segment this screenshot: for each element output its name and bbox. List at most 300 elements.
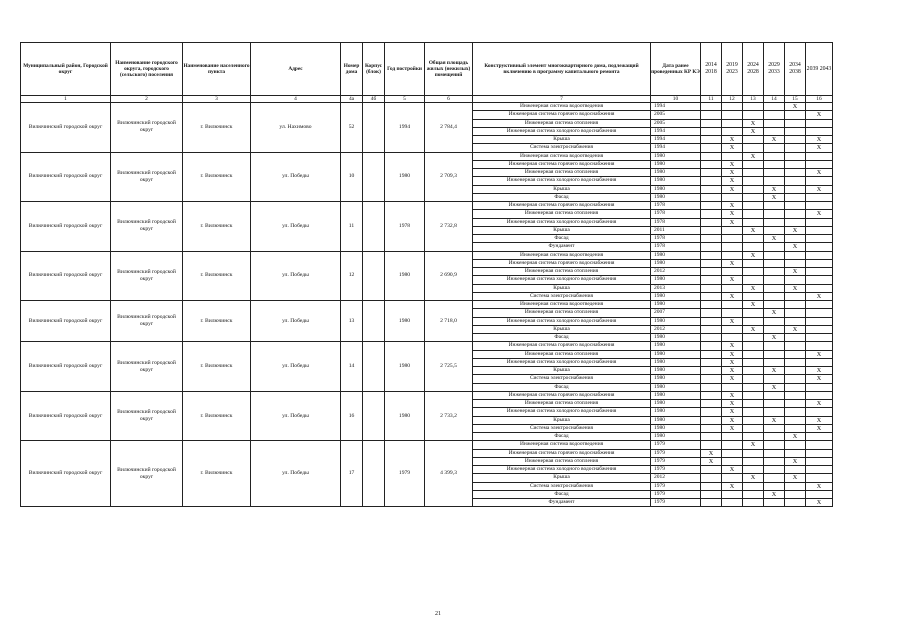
period-mark-cell	[743, 259, 764, 267]
element-cell: Инженерная система отопления	[473, 268, 651, 276]
period-mark-cell	[764, 210, 785, 218]
period-mark-cell	[701, 235, 722, 243]
period-mark-cell	[785, 119, 806, 127]
prior-repair-date-cell: 1980	[651, 358, 701, 366]
element-cell: Инженерная система водоотведения	[473, 301, 651, 309]
period-mark-cell	[806, 474, 833, 482]
prior-repair-date-cell: 1980	[651, 301, 701, 309]
prior-repair-date-cell: 1978	[651, 235, 701, 243]
period-mark-cell: X	[806, 482, 833, 490]
period-mark-cell: X	[785, 474, 806, 482]
prior-repair-date-cell: 1979	[651, 482, 701, 490]
prior-repair-date-cell: 1979	[651, 441, 701, 449]
build-year-cell: 1980	[385, 391, 425, 441]
street-cell: ул. Победы	[251, 251, 341, 301]
block-cell	[363, 103, 385, 153]
settlement-cell: Вилючинский городской округ	[111, 441, 183, 507]
element-cell: Инженерная система водоотведения	[473, 103, 651, 111]
period-mark-cell: X	[806, 111, 833, 119]
period-mark-cell: X	[722, 424, 743, 432]
period-mark-cell	[743, 160, 764, 168]
period-mark-cell	[785, 301, 806, 309]
prior-repair-date-cell: 1994	[651, 103, 701, 111]
block-cell	[363, 301, 385, 342]
settlement-cell: Вилючинский городской округ	[111, 251, 183, 301]
period-mark-cell	[701, 400, 722, 408]
period-mark-cell	[764, 350, 785, 358]
period-mark-cell	[806, 317, 833, 325]
period-mark-cell	[701, 226, 722, 234]
column-header: 2029 2033	[764, 43, 785, 96]
period-mark-cell: X	[722, 276, 743, 284]
column-header: Корпус (блок)	[363, 43, 385, 96]
column-header: Конструктивный элемент многоквартирного дома, подлежащий включению в программу капитального ремонта	[473, 43, 651, 96]
period-mark-cell	[701, 243, 722, 251]
period-mark-cell	[764, 218, 785, 226]
period-mark-cell	[701, 119, 722, 127]
period-mark-cell	[722, 449, 743, 457]
element-cell: Фасад	[473, 193, 651, 201]
period-mark-cell	[806, 466, 833, 474]
prior-repair-date-cell: 1980	[651, 152, 701, 160]
period-mark-cell	[701, 152, 722, 160]
period-mark-cell	[701, 259, 722, 267]
column-number: 3	[183, 96, 251, 103]
column-header: Общая площадь жилых (нежилых) помещений	[425, 43, 473, 96]
area-cell: 2 733,2	[425, 391, 473, 441]
element-cell: Крыша	[473, 284, 651, 292]
prior-repair-date-cell: 1979	[651, 457, 701, 465]
district-cell: Вилючинский городской округ	[21, 202, 111, 252]
period-mark-cell	[764, 408, 785, 416]
prior-repair-date-cell: 1980	[651, 259, 701, 267]
period-mark-cell	[764, 358, 785, 366]
period-mark-cell	[785, 424, 806, 432]
period-mark-cell	[701, 193, 722, 201]
period-mark-cell	[806, 408, 833, 416]
table-row	[21, 301, 833, 309]
element-cell: Инженерная система холодного водоснабжения	[473, 317, 651, 325]
period-mark-cell	[806, 383, 833, 391]
element-cell: Инженерная система горячего водоснабжения	[473, 160, 651, 168]
build-year-cell: 1980	[385, 342, 425, 392]
column-header: Муниципальный район, Городской округ	[21, 43, 111, 96]
period-mark-cell	[785, 177, 806, 185]
column-number: 14	[764, 96, 785, 103]
period-mark-cell	[722, 251, 743, 259]
period-mark-cell	[743, 449, 764, 457]
period-mark-cell	[785, 235, 806, 243]
period-mark-cell: X	[701, 449, 722, 457]
period-mark-cell	[764, 119, 785, 127]
period-mark-cell	[785, 202, 806, 210]
column-header: Наименование населенного пункта	[183, 43, 251, 96]
period-mark-cell	[785, 466, 806, 474]
period-mark-cell	[701, 342, 722, 350]
house-number-cell: 16	[341, 391, 363, 441]
period-mark-cell	[743, 416, 764, 424]
prior-repair-date-cell: 1980	[651, 416, 701, 424]
period-mark-cell: X	[722, 210, 743, 218]
period-mark-cell	[722, 243, 743, 251]
period-mark-cell	[743, 317, 764, 325]
period-mark-cell	[722, 127, 743, 135]
element-cell: Крыша	[473, 136, 651, 144]
period-mark-cell	[764, 449, 785, 457]
period-mark-cell: X	[722, 358, 743, 366]
column-number: 11	[701, 96, 722, 103]
period-mark-cell	[701, 334, 722, 342]
period-mark-cell	[806, 119, 833, 127]
element-cell: Фасад	[473, 383, 651, 391]
column-number: 12	[722, 96, 743, 103]
district-cell: Вилючинский городской округ	[21, 152, 111, 202]
period-mark-cell	[785, 408, 806, 416]
period-mark-cell	[701, 482, 722, 490]
period-mark-cell	[785, 169, 806, 177]
column-number: 6	[425, 96, 473, 103]
period-mark-cell	[743, 202, 764, 210]
period-mark-cell: X	[743, 474, 764, 482]
period-mark-cell	[701, 210, 722, 218]
block-cell	[363, 342, 385, 392]
period-mark-cell	[764, 111, 785, 119]
element-cell: Система электроснабжения	[473, 292, 651, 300]
block-cell	[363, 152, 385, 202]
element-cell: Крыша	[473, 367, 651, 375]
period-mark-cell	[764, 424, 785, 432]
period-mark-cell	[701, 251, 722, 259]
street-cell: ул. Победы	[251, 152, 341, 202]
period-mark-cell	[722, 441, 743, 449]
prior-repair-date-cell: 1979	[651, 466, 701, 474]
period-mark-cell	[806, 218, 833, 226]
prior-repair-date-cell: 1980	[651, 424, 701, 432]
element-cell: Крыша	[473, 226, 651, 234]
period-mark-cell	[785, 259, 806, 267]
period-mark-cell	[806, 358, 833, 366]
prior-repair-date-cell: 1980	[651, 334, 701, 342]
column-header: 2014 2018	[701, 43, 722, 96]
element-cell: Инженерная система горячего водоснабжения	[473, 202, 651, 210]
period-mark-cell	[764, 400, 785, 408]
prior-repair-date-cell: 2012	[651, 474, 701, 482]
period-mark-cell: X	[722, 466, 743, 474]
period-mark-cell	[743, 243, 764, 251]
period-mark-cell	[764, 127, 785, 135]
period-mark-cell	[743, 268, 764, 276]
period-mark-cell	[701, 375, 722, 383]
period-mark-cell	[722, 325, 743, 333]
period-mark-cell	[701, 490, 722, 498]
period-mark-cell: X	[764, 334, 785, 342]
period-mark-cell	[785, 449, 806, 457]
prior-repair-date-cell: 2012	[651, 268, 701, 276]
period-mark-cell	[701, 325, 722, 333]
prior-repair-date-cell: 1980	[651, 383, 701, 391]
element-cell: Фасад	[473, 433, 651, 441]
prior-repair-date-cell: 1994	[651, 127, 701, 135]
period-mark-cell	[701, 177, 722, 185]
prior-repair-date-cell: 2013	[651, 284, 701, 292]
period-mark-cell: X	[806, 144, 833, 152]
capital-repair-table	[20, 42, 833, 507]
period-mark-cell	[722, 474, 743, 482]
period-mark-cell: X	[785, 243, 806, 251]
period-mark-cell	[806, 284, 833, 292]
period-mark-cell	[785, 367, 806, 375]
settlement-cell: Вилючинский городской округ	[111, 301, 183, 342]
period-mark-cell	[785, 152, 806, 160]
period-mark-cell	[785, 342, 806, 350]
period-mark-cell: X	[701, 457, 722, 465]
column-header: 2039 2043	[806, 43, 833, 96]
district-cell: Вилючинский городской округ	[21, 301, 111, 342]
element-cell: Инженерная система горячего водоснабжения	[473, 449, 651, 457]
period-mark-cell: X	[722, 482, 743, 490]
period-mark-cell	[785, 218, 806, 226]
period-mark-cell	[743, 424, 764, 432]
locality-cell: г. Вилючинск	[183, 301, 251, 342]
period-mark-cell	[806, 235, 833, 243]
period-mark-cell	[764, 317, 785, 325]
house-number-cell: 12	[341, 251, 363, 301]
period-mark-cell: X	[722, 177, 743, 185]
period-mark-cell: X	[743, 284, 764, 292]
column-number: 15	[785, 96, 806, 103]
period-mark-cell	[701, 103, 722, 111]
period-mark-cell: X	[764, 193, 785, 201]
period-mark-cell	[806, 449, 833, 457]
period-mark-cell	[701, 424, 722, 432]
street-cell: ул. Победы	[251, 202, 341, 252]
element-cell: Фундамент	[473, 243, 651, 251]
period-mark-cell	[743, 375, 764, 383]
period-mark-cell	[806, 342, 833, 350]
area-cell: 2 784,4	[425, 103, 473, 153]
period-mark-cell	[701, 317, 722, 325]
element-cell: Крыша	[473, 416, 651, 424]
period-mark-cell: X	[743, 127, 764, 135]
street-cell: ул. Победы	[251, 441, 341, 507]
prior-repair-date-cell: 1978	[651, 218, 701, 226]
period-mark-cell	[785, 144, 806, 152]
page-number: 21	[435, 611, 441, 617]
element-cell: Фасад	[473, 334, 651, 342]
document-page	[20, 42, 832, 507]
period-mark-cell	[764, 160, 785, 168]
column-number: 5	[385, 96, 425, 103]
column-number: 13	[743, 96, 764, 103]
period-mark-cell	[785, 251, 806, 259]
period-mark-cell	[806, 441, 833, 449]
period-mark-cell	[806, 243, 833, 251]
column-number: 4	[251, 96, 341, 103]
table-row	[21, 103, 833, 111]
element-cell: Инженерная система горячего водоснабжения	[473, 391, 651, 399]
street-cell: ул. Победы	[251, 342, 341, 392]
prior-repair-date-cell: 1980	[651, 193, 701, 201]
period-mark-cell	[701, 111, 722, 119]
locality-cell: г. Вилючинск	[183, 152, 251, 202]
element-cell: Инженерная система отопления	[473, 457, 651, 465]
period-mark-cell	[722, 383, 743, 391]
build-year-cell: 1980	[385, 152, 425, 202]
element-cell: Инженерная система водоотведения	[473, 152, 651, 160]
period-mark-cell	[743, 210, 764, 218]
period-mark-cell	[785, 375, 806, 383]
period-mark-cell	[743, 466, 764, 474]
build-year-cell: 1979	[385, 441, 425, 507]
column-number: 4б	[363, 96, 385, 103]
period-mark-cell: X	[722, 202, 743, 210]
period-mark-cell: X	[806, 367, 833, 375]
column-number: 4а	[341, 96, 363, 103]
prior-repair-date-cell: 2011	[651, 226, 701, 234]
prior-repair-date-cell: 1980	[651, 317, 701, 325]
period-mark-cell: X	[722, 350, 743, 358]
period-mark-cell	[701, 466, 722, 474]
period-mark-cell	[701, 499, 722, 507]
period-mark-cell: X	[806, 400, 833, 408]
period-mark-cell	[806, 177, 833, 185]
period-mark-cell: X	[785, 325, 806, 333]
period-mark-cell: X	[785, 103, 806, 111]
period-mark-cell	[701, 284, 722, 292]
element-cell: Фасад	[473, 235, 651, 243]
period-mark-cell	[785, 499, 806, 507]
period-mark-cell	[722, 284, 743, 292]
period-mark-cell	[743, 342, 764, 350]
build-year-cell: 1980	[385, 301, 425, 342]
period-mark-cell: X	[764, 490, 785, 498]
column-header: 2034 2038	[785, 43, 806, 96]
period-mark-cell	[764, 499, 785, 507]
period-mark-cell	[764, 259, 785, 267]
column-header: Наименование городского округа, городского (сельского) поселения	[111, 43, 183, 96]
prior-repair-date-cell: 2007	[651, 309, 701, 317]
prior-repair-date-cell: 1980	[651, 251, 701, 259]
period-mark-cell: X	[806, 136, 833, 144]
settlement-cell: Вилючинский городской округ	[111, 342, 183, 392]
period-mark-cell	[785, 193, 806, 201]
element-cell: Инженерная система горячего водоснабжения	[473, 111, 651, 119]
period-mark-cell	[743, 490, 764, 498]
period-mark-cell	[785, 185, 806, 193]
prior-repair-date-cell: 1980	[651, 169, 701, 177]
element-cell: Инженерная система холодного водоснабжения	[473, 177, 651, 185]
element-cell: Инженерная система холодного водоснабжения	[473, 276, 651, 284]
period-mark-cell	[806, 103, 833, 111]
prior-repair-date-cell: 1979	[651, 449, 701, 457]
period-mark-cell	[806, 259, 833, 267]
period-mark-cell	[701, 383, 722, 391]
element-cell: Крыша	[473, 474, 651, 482]
period-mark-cell	[764, 292, 785, 300]
prior-repair-date-cell: 1980	[651, 400, 701, 408]
period-mark-cell	[722, 457, 743, 465]
period-mark-cell	[806, 276, 833, 284]
element-cell: Инженерная система отопления	[473, 309, 651, 317]
block-cell	[363, 441, 385, 507]
period-mark-cell	[743, 499, 764, 507]
area-cell: 2 690,9	[425, 251, 473, 301]
period-mark-cell	[701, 218, 722, 226]
period-mark-cell	[722, 490, 743, 498]
period-mark-cell	[722, 111, 743, 119]
period-mark-cell	[722, 309, 743, 317]
period-mark-cell	[701, 367, 722, 375]
period-mark-cell	[785, 391, 806, 399]
period-mark-cell	[701, 358, 722, 366]
period-mark-cell	[743, 218, 764, 226]
period-mark-cell	[743, 391, 764, 399]
period-mark-cell	[806, 325, 833, 333]
locality-cell: г. Вилючинск	[183, 202, 251, 252]
period-mark-cell: X	[806, 350, 833, 358]
period-mark-cell	[743, 193, 764, 201]
period-mark-cell: X	[722, 292, 743, 300]
column-header: Адрес	[251, 43, 341, 96]
period-mark-cell	[785, 400, 806, 408]
prior-repair-date-cell: 1978	[651, 202, 701, 210]
period-mark-cell: X	[722, 342, 743, 350]
element-cell: Инженерная система отопления	[473, 119, 651, 127]
prior-repair-date-cell: 1980	[651, 292, 701, 300]
house-number-cell: 52	[341, 103, 363, 153]
period-mark-cell	[722, 235, 743, 243]
period-mark-cell: X	[743, 325, 764, 333]
house-number-cell: 10	[341, 152, 363, 202]
column-number: 2	[111, 96, 183, 103]
period-mark-cell	[806, 226, 833, 234]
period-mark-cell: X	[764, 309, 785, 317]
period-mark-cell	[764, 342, 785, 350]
period-mark-cell	[764, 251, 785, 259]
period-mark-cell	[722, 301, 743, 309]
block-cell	[363, 202, 385, 252]
period-mark-cell	[764, 433, 785, 441]
settlement-cell: Вилючинский городской округ	[111, 103, 183, 153]
table-body	[21, 103, 833, 507]
element-cell: Фундамент	[473, 499, 651, 507]
period-mark-cell	[785, 441, 806, 449]
house-number-cell: 14	[341, 342, 363, 392]
element-cell: Система электроснабжения	[473, 375, 651, 383]
period-mark-cell	[701, 127, 722, 135]
period-mark-cell: X	[806, 210, 833, 218]
element-cell: Инженерная система холодного водоснабжения	[473, 408, 651, 416]
element-cell: Инженерная система водоотведения	[473, 251, 651, 259]
element-cell: Инженерная система отопления	[473, 400, 651, 408]
column-header: Год постройки	[385, 43, 425, 96]
period-mark-cell	[806, 193, 833, 201]
period-mark-cell	[764, 226, 785, 234]
table-row	[21, 202, 833, 210]
period-mark-cell: X	[806, 424, 833, 432]
column-header: 2019 2023	[722, 43, 743, 96]
period-mark-cell: X	[806, 185, 833, 193]
street-cell: ул. Победы	[251, 391, 341, 441]
period-mark-cell	[701, 292, 722, 300]
period-mark-cell	[785, 383, 806, 391]
period-mark-cell	[743, 309, 764, 317]
period-mark-cell: X	[764, 136, 785, 144]
district-cell: Вилючинский городской округ	[21, 391, 111, 441]
period-mark-cell	[785, 210, 806, 218]
period-mark-cell: X	[764, 383, 785, 391]
period-mark-cell	[764, 152, 785, 160]
